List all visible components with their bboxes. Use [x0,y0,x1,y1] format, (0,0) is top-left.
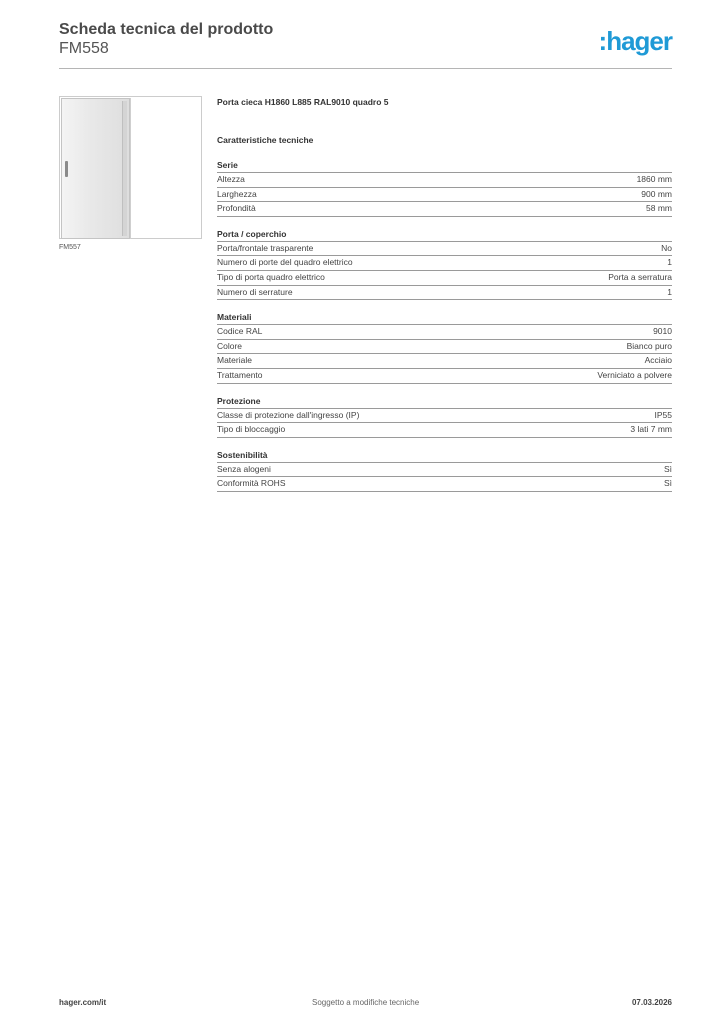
footer-website-link[interactable]: hager.com/it [59,998,107,1007]
spec-label: Profondità [217,203,256,214]
spec-row [217,256,672,271]
spec-content [217,96,672,492]
spec-row [217,173,672,188]
spec-value: 900 mm [641,188,672,199]
spec-group-title: Protezione [217,395,672,409]
spec-row [217,242,672,257]
footer-note: Soggetto a modifiche tecniche [312,998,420,1007]
spec-row [217,202,672,217]
door-edge [122,101,127,236]
spec-value: Acciaio [644,355,672,366]
spec-label: Classe di protezione dall'ingresso (IP) [217,409,360,420]
spec-value: 58 mm [646,203,672,214]
spec-value: IP55 [654,409,672,420]
product-image [59,96,202,239]
spec-group-title: Materiali [217,311,672,325]
logo-text: hager [606,26,672,56]
spec-label: Codice RAL [217,326,263,337]
spec-value: 3 lati 7 mm [630,424,672,435]
spec-label: Colore [217,340,243,351]
page-title: Scheda tecnica del prodotto [59,21,274,38]
spec-label: Senza alogeni [217,463,271,474]
spec-group [217,159,672,217]
spec-label: Larghezza [217,188,257,199]
logo-dots: : [598,26,607,56]
spec-value: No [661,242,672,253]
product-code: FM558 [59,40,109,57]
spec-value: Bianco puro [626,340,672,351]
door-side [130,98,131,239]
spec-row [217,463,672,478]
door-panel-image [61,98,130,239]
door-handle-icon [65,161,68,177]
spec-value: Sì [663,478,672,489]
spec-row [217,477,672,492]
spec-value: Sì [663,463,672,474]
spec-row [217,188,672,203]
spec-group-title: Porta / coperchio [217,228,672,242]
spec-row [217,340,672,355]
page-header [59,20,672,70]
spec-row [217,325,672,340]
spec-group-title: Sostenibilità [217,449,672,463]
footer-date: 07.03.2026 [631,998,672,1007]
spec-label: Conformità ROHS [217,478,286,489]
spec-label: Altezza [217,174,245,184]
spec-group-title: Serie [217,159,672,173]
spec-label: Trattamento [217,369,263,380]
spec-label: Tipo di bloccaggio [217,424,286,435]
spec-group [217,311,672,383]
spec-value: 1860 mm [636,174,672,184]
spec-row [217,409,672,424]
section-heading: Caratteristiche tecniche [217,135,314,145]
header-divider [59,68,672,69]
spec-row [217,286,672,301]
hager-logo [599,28,672,54]
spec-label: Numero di serrature [217,286,293,297]
spec-group [217,228,672,300]
spec-row [217,271,672,286]
spec-value: 9010 [653,326,672,337]
spec-value: 1 [667,257,672,268]
spec-row [217,369,672,384]
spec-label: Materiale [217,355,252,366]
spec-label: Porta/frontale trasparente [217,242,314,253]
image-caption: FM557 [59,244,81,251]
spec-groups [217,159,672,492]
spec-label: Tipo di porta quadro elettrico [217,271,325,282]
spec-row [217,423,672,438]
spec-value: Porta a serratura [608,271,672,282]
product-title: Porta cieca H1860 L885 RAL9010 quadro 5 [217,97,389,107]
spec-row [217,354,672,369]
spec-group [217,449,672,492]
spec-group [217,395,672,438]
spec-label: Numero di porte del quadro elettrico [217,257,353,268]
spec-value: Verniciato a polvere [597,369,672,380]
spec-value: 1 [667,286,672,297]
